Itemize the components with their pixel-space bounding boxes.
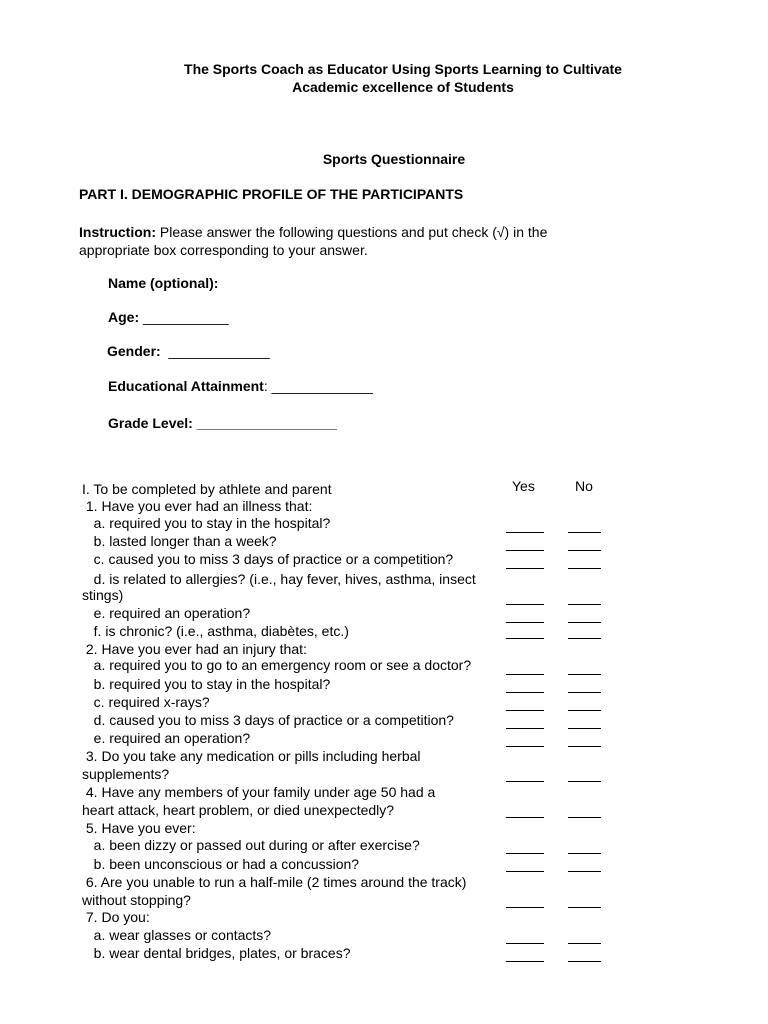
- grade-label: Grade Level:: [108, 415, 193, 431]
- no-answer-blank[interactable]: [568, 622, 601, 623]
- part-heading: PART I. DEMOGRAPHIC PROFILE OF THE PARTICIPANTS: [79, 186, 464, 202]
- question-line: stings): [82, 587, 124, 603]
- no-answer-blank[interactable]: [568, 781, 601, 782]
- instruction-paragraph: [79, 223, 599, 259]
- education-field[interactable]: [108, 378, 373, 394]
- yes-answer-blank[interactable]: [506, 674, 544, 675]
- yes-answer-blank[interactable]: [506, 532, 544, 533]
- yes-answer-blank[interactable]: [506, 817, 544, 818]
- no-answer-blank[interactable]: [568, 943, 601, 944]
- yes-answer-blank[interactable]: [506, 907, 544, 908]
- yes-answer-blank[interactable]: [506, 746, 544, 747]
- yes-answer-blank[interactable]: [506, 781, 544, 782]
- question-line: a. required you to stay in the hospital?: [82, 515, 331, 531]
- grade-level-field[interactable]: [108, 415, 337, 431]
- no-answer-blank[interactable]: [568, 710, 601, 711]
- age-label: Age:: [108, 309, 140, 325]
- question-line: 3. Do you take any medication or pills including herbal: [82, 748, 421, 764]
- question-line: b. wear dental bridges, plates, or braces?: [82, 945, 351, 961]
- yes-answer-blank[interactable]: [506, 961, 544, 962]
- yes-answer-blank[interactable]: [506, 853, 544, 854]
- no-answer-blank[interactable]: [568, 961, 601, 962]
- yes-answer-blank[interactable]: [506, 871, 544, 872]
- yes-answer-blank[interactable]: [506, 943, 544, 944]
- question-line: b. lasted longer than a week?: [82, 533, 277, 549]
- gender-field[interactable]: [107, 343, 270, 359]
- instruction-text: Please answer the following questions and put check (√) in the appropriate box corresponding to your answer.: [79, 224, 548, 258]
- question-line: 6. Are you unable to run a half-mile (2 times around the track): [82, 874, 467, 890]
- question-line: d. is related to allergies? (i.e., hay fever, hives, asthma, insect: [82, 571, 476, 587]
- gender-blank[interactable]: _____________: [160, 343, 270, 359]
- name-label: Name (optional):: [108, 275, 219, 291]
- yes-answer-blank[interactable]: [506, 568, 544, 569]
- question-line: 2. Have you ever had an injury that:: [82, 641, 307, 657]
- no-answer-blank[interactable]: [568, 728, 601, 729]
- grade-blank[interactable]: __________________: [192, 415, 337, 431]
- yes-answer-blank[interactable]: [506, 710, 544, 711]
- instruction-label: Instruction:: [79, 224, 156, 240]
- no-answer-blank[interactable]: [568, 568, 601, 569]
- no-answer-blank[interactable]: [568, 532, 601, 533]
- gender-label: Gender:: [107, 343, 161, 359]
- no-column-header: No: [575, 478, 593, 494]
- yes-answer-blank[interactable]: [506, 622, 544, 623]
- no-answer-blank[interactable]: [568, 550, 601, 551]
- education-label: Educational Attainment: [108, 378, 264, 394]
- question-line: e. required an operation?: [82, 605, 251, 621]
- document-title-line2: Academic excellence of Students: [292, 79, 514, 95]
- age-field[interactable]: [108, 309, 229, 325]
- question-line: f. is chronic? (i.e., asthma, diabètes, etc.): [82, 623, 349, 639]
- question-line: c. required x-rays?: [82, 694, 210, 710]
- question-line: heart attack, heart problem, or died unexpectedly?: [82, 802, 395, 818]
- name-field[interactable]: [108, 275, 218, 291]
- no-answer-blank[interactable]: [568, 638, 601, 639]
- no-answer-blank[interactable]: [568, 907, 601, 908]
- age-blank[interactable]: ___________: [139, 309, 229, 325]
- question-line: without stopping?: [82, 892, 191, 908]
- question-line: e. required an operation?: [82, 730, 251, 746]
- question-line: 5. Have you ever:: [82, 820, 196, 836]
- no-answer-blank[interactable]: [568, 692, 601, 693]
- no-answer-blank[interactable]: [568, 871, 601, 872]
- yes-answer-blank[interactable]: [506, 728, 544, 729]
- question-line: d. caused you to miss 3 days of practice or a competition?: [82, 712, 454, 728]
- question-line: a. been dizzy or passed out during or after exercise?: [82, 837, 420, 853]
- questionnaire-subtitle: Sports Questionnaire: [322, 151, 466, 167]
- no-answer-blank[interactable]: [568, 604, 601, 605]
- question-line: 1. Have you ever had an illness that:: [82, 498, 313, 514]
- yes-answer-blank[interactable]: [506, 692, 544, 693]
- yes-answer-blank[interactable]: [506, 638, 544, 639]
- yes-answer-blank[interactable]: [506, 604, 544, 605]
- no-answer-blank[interactable]: [568, 853, 601, 854]
- no-answer-blank[interactable]: [568, 817, 601, 818]
- question-line: b. required you to stay in the hospital?: [82, 676, 331, 692]
- no-answer-blank[interactable]: [568, 674, 601, 675]
- question-line: b. been unconscious or had a concussion?: [82, 856, 360, 872]
- question-line: a. wear glasses or contacts?: [82, 927, 272, 943]
- yes-answer-blank[interactable]: [506, 550, 544, 551]
- question-line: a. required you to go to an emergency room or see a doctor?: [82, 657, 472, 673]
- question-line: c. caused you to miss 3 days of practice or a competition?: [82, 551, 454, 567]
- yes-column-header: Yes: [512, 478, 535, 494]
- question-line: I. To be completed by athlete and parent: [82, 481, 332, 497]
- question-line: supplements?: [82, 766, 170, 782]
- no-answer-blank[interactable]: [568, 746, 601, 747]
- question-line: 7. Do you:: [82, 909, 150, 925]
- document-title-line1: The Sports Coach as Educator Using Sports Learning to Cultivate: [184, 61, 622, 77]
- education-blank[interactable]: : _____________: [263, 378, 373, 394]
- question-line: 4. Have any members of your family under age 50 had a: [82, 784, 436, 800]
